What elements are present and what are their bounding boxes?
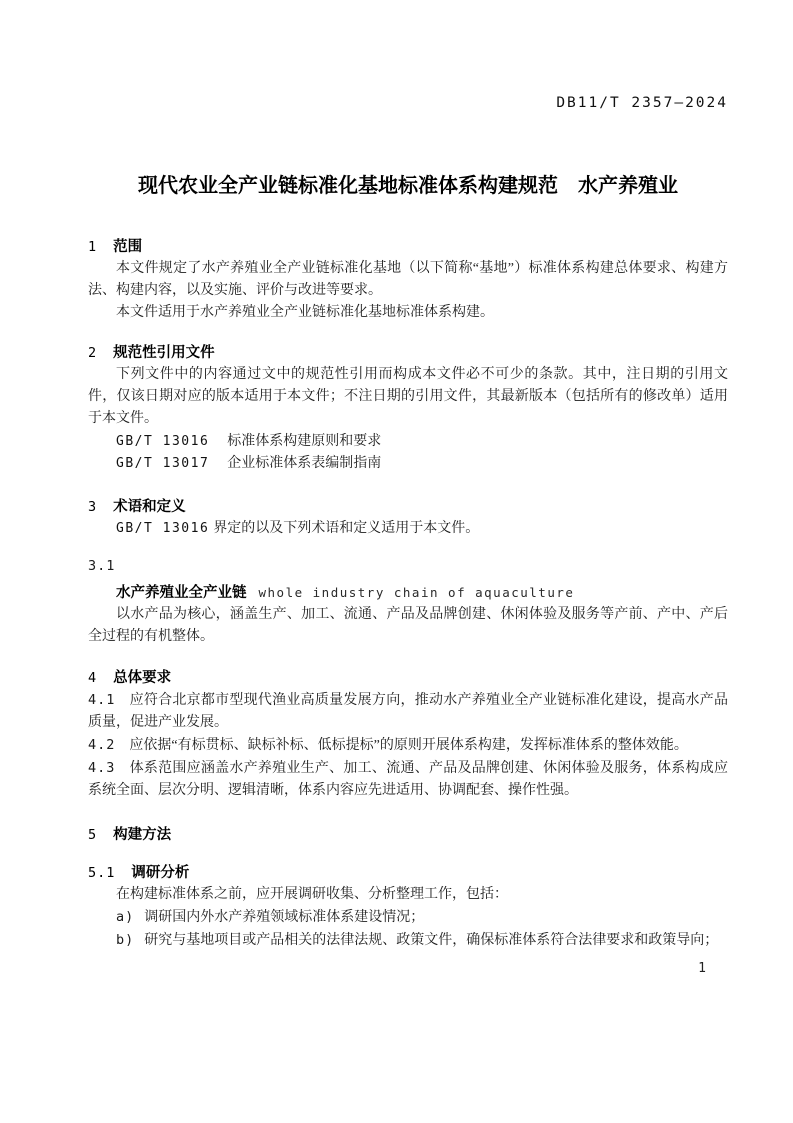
reference-title: 标准体系构建原则和要求 bbox=[227, 434, 382, 449]
term-entry bbox=[88, 582, 728, 604]
terms-intro bbox=[88, 518, 728, 540]
section-5-number: 5 bbox=[88, 827, 98, 843]
term-definition: 以水产品为核心，涵盖生产、加工、流通、产品及品牌创建、休闲体验及服务等产前、产中、产后全过程的有机整体。 bbox=[88, 607, 728, 644]
reference-item bbox=[88, 453, 728, 475]
clause-4-1-number: 4.1 bbox=[88, 692, 116, 708]
section-3-number: 3 bbox=[88, 499, 98, 515]
survey-intro: 在构建标准体系之前，应开展调研收集、分析整理工作，包括： bbox=[116, 887, 508, 902]
scope-paragraph-2: 本文件适用于水产养殖业全产业链标准化基地标准体系构建。 bbox=[116, 305, 494, 320]
section-2-number: 2 bbox=[88, 345, 98, 361]
section-4-number: 4 bbox=[88, 670, 98, 686]
document-title: 现代农业全产业链标准化基地标准体系构建规范 水产养殖业 bbox=[138, 175, 678, 197]
list-item-a-label: a) bbox=[116, 909, 135, 925]
section-1-label: 范围 bbox=[113, 239, 143, 255]
section-5-label: 构建方法 bbox=[113, 827, 172, 843]
doc-code: DB11/T 2357—2024 bbox=[556, 95, 728, 111]
section-1-number: 1 bbox=[88, 239, 98, 255]
section-5-heading bbox=[88, 824, 728, 846]
subsection-5-1-number: 5.1 bbox=[88, 865, 116, 881]
list-item-a bbox=[88, 906, 728, 929]
terms-intro-code: GB/T 13016 bbox=[116, 521, 210, 536]
reference-code: GB/T 13016 bbox=[116, 434, 210, 449]
clause-4-2-text: 应依据“有标贯标、缺标补标、低标提标”的原则开展体系构建，发挥标准体系的整体效能。 bbox=[129, 738, 688, 753]
subsection-5-1-heading bbox=[88, 862, 728, 884]
clause-4-2-number: 4.2 bbox=[88, 737, 116, 753]
section-2-heading bbox=[88, 342, 728, 364]
list-item-b-label: b) bbox=[116, 932, 135, 948]
term-english: whole industry chain of aquaculture bbox=[258, 585, 575, 600]
term-clause-number: 3.1 bbox=[88, 558, 116, 574]
section-3-heading bbox=[88, 496, 728, 518]
terms-intro-text: 界定的以及下列术语和定义适用于本文件。 bbox=[213, 521, 480, 536]
reference-title: 企业标准体系表编制指南 bbox=[227, 456, 382, 471]
list-item-b bbox=[88, 929, 728, 952]
normative-references-intro: 下列文件中的内容通过文中的规范性引用而构成本文件必不可少的条款。其中，注日期的引用文件，仅该日期对应的版本适用于本文件；不注日期的引用文件，其最新版本（包括所有的修改单）适用于本文件。 bbox=[88, 367, 728, 426]
clause-4-2 bbox=[88, 734, 728, 757]
reference-item bbox=[88, 431, 728, 453]
section-4-heading bbox=[88, 667, 728, 689]
scope-paragraph-1: 本文件规定了水产养殖业全产业链标准化基地（以下简称“基地”）标准体系构建总体要求、构建方法、构建内容，以及实施、评价与改进等要求。 bbox=[88, 261, 728, 298]
clause-4-3-text: 体系范围应涵盖水产养殖业生产、加工、流通、产品及品牌创建、休闲体验及服务，体系构成应系统全面、层次分明、逻辑清晰，体系内容应先进适用、协调配套、操作性强。 bbox=[88, 761, 728, 798]
clause-4-1-text: 应符合北京都市型现代渔业高质量发展方向，推动水产养殖业全产业链标准化建设，提高水产品质量，促进产业发展。 bbox=[88, 693, 728, 730]
clause-4-1 bbox=[88, 689, 728, 734]
term-chinese: 水产养殖业全产业链 bbox=[116, 585, 247, 601]
section-1-heading bbox=[88, 236, 728, 258]
list-item-a-text: 调研国内外水产养殖领域标准体系建设情况； bbox=[144, 910, 425, 925]
section-2-label: 规范性引用文件 bbox=[113, 345, 215, 361]
clause-4-3 bbox=[88, 757, 728, 802]
section-3-label: 术语和定义 bbox=[113, 499, 186, 515]
clause-4-3-number: 4.3 bbox=[88, 760, 116, 776]
list-item-b-text: 研究与基地项目或产品相关的法律法规、政策文件，确保标准体系符合法律要求和政策导向； bbox=[144, 933, 719, 948]
subsection-5-1-label: 调研分析 bbox=[131, 865, 190, 881]
page-number: 1 bbox=[698, 961, 706, 976]
section-4-label: 总体要求 bbox=[113, 670, 172, 686]
reference-code: GB/T 13017 bbox=[116, 456, 210, 471]
